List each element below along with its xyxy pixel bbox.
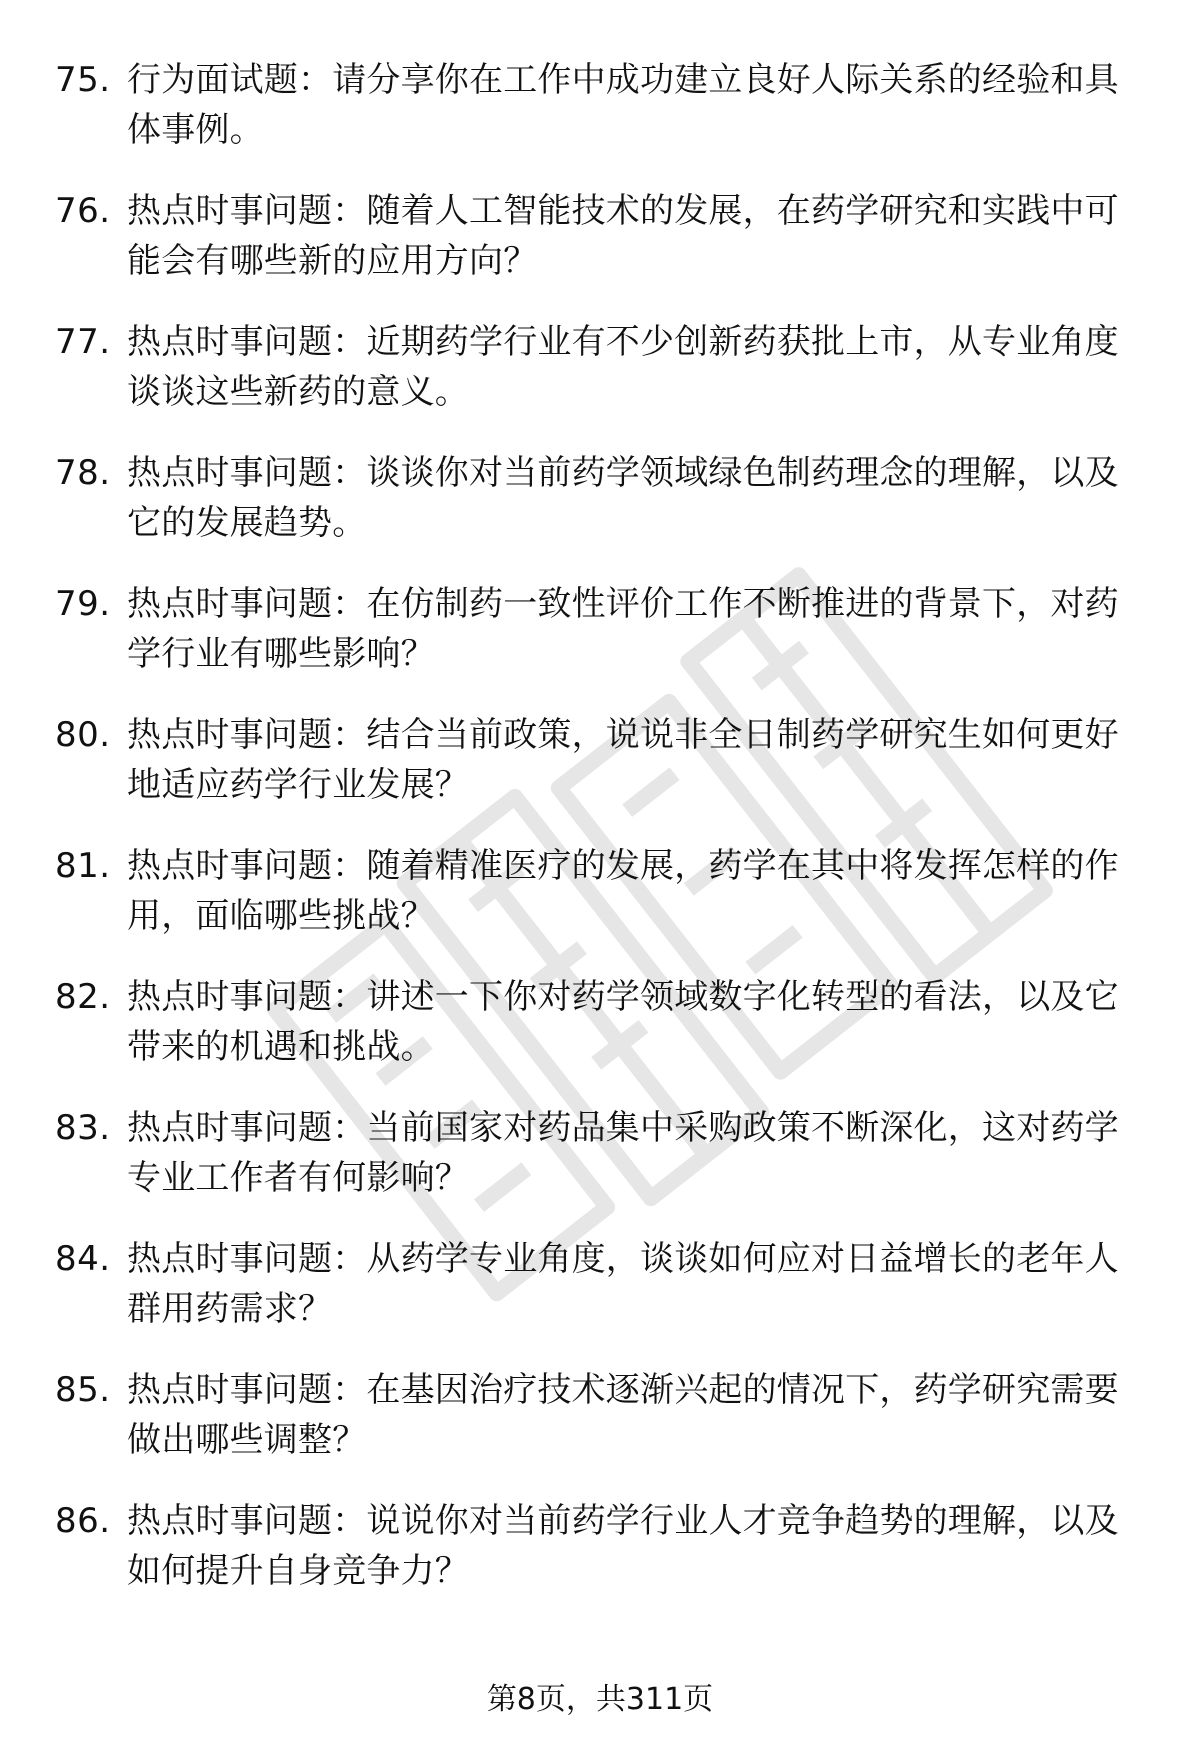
question-text: 热点时事问题：在仿制药一致性评价工作不断推进的背景下，对药学行业有哪些影响？	[127, 584, 1119, 674]
list-item	[0, 710, 1200, 841]
question-number: 83.	[55, 1108, 111, 1148]
question-number: 85.	[55, 1370, 111, 1410]
question-text: 热点时事问题：随着人工智能技术的发展，在药学研究和实践中可能会有哪些新的应用方向？	[127, 191, 1119, 281]
question-text: 热点时事问题：近期药学行业有不少创新药获批上市，从专业角度谈谈这些新药的意义。	[127, 322, 1119, 412]
list-item	[0, 448, 1200, 579]
list-item	[0, 1365, 1200, 1496]
list-item	[0, 1103, 1200, 1234]
page-footer	[0, 1680, 1200, 1720]
list-item	[0, 841, 1200, 972]
question-number: 80.	[55, 715, 111, 755]
question-number: 86.	[55, 1501, 111, 1541]
question-text: 行为面试题：请分享你在工作中成功建立良好人际关系的经验和具体事例。	[127, 60, 1119, 150]
list-item	[0, 186, 1200, 317]
question-text: 热点时事问题：讲述一下你对药学领域数字化转型的看法，以及它带来的机遇和挑战。	[127, 977, 1119, 1067]
question-list	[0, 55, 1200, 1627]
list-item	[0, 1234, 1200, 1365]
question-text: 热点时事问题：说说你对当前药学行业人才竞争趋势的理解，以及如何提升自身竞争力？	[127, 1501, 1119, 1591]
list-item	[0, 1496, 1200, 1627]
question-text: 热点时事问题：结合当前政策，说说非全日制药学研究生如何更好地适应药学行业发展？	[127, 715, 1119, 805]
list-item	[0, 55, 1200, 186]
question-number: 82.	[55, 977, 111, 1017]
question-number: 84.	[55, 1239, 111, 1279]
question-text: 热点时事问题：当前国家对药品集中采购政策不断深化，这对药学专业工作者有何影响？	[127, 1108, 1119, 1198]
question-text: 热点时事问题：从药学专业角度，谈谈如何应对日益增长的老年人群用药需求？	[127, 1239, 1119, 1329]
question-number: 78.	[55, 453, 111, 493]
question-number: 75.	[55, 60, 111, 100]
question-text: 热点时事问题：随着精准医疗的发展，药学在其中将发挥怎样的作用，面临哪些挑战？	[127, 846, 1119, 936]
page-number-label: 第8页，共311页	[486, 1682, 714, 1717]
question-text: 热点时事问题：谈谈你对当前药学领域绿色制药理念的理解，以及它的发展趋势。	[127, 453, 1119, 543]
question-number: 77.	[55, 322, 111, 362]
question-number: 79.	[55, 584, 111, 624]
list-item	[0, 972, 1200, 1103]
question-number: 81.	[55, 846, 111, 886]
list-item	[0, 579, 1200, 710]
list-item	[0, 317, 1200, 448]
question-text: 热点时事问题：在基因治疗技术逐渐兴起的情况下，药学研究需要做出哪些调整？	[127, 1370, 1119, 1460]
question-number: 76.	[55, 191, 111, 231]
